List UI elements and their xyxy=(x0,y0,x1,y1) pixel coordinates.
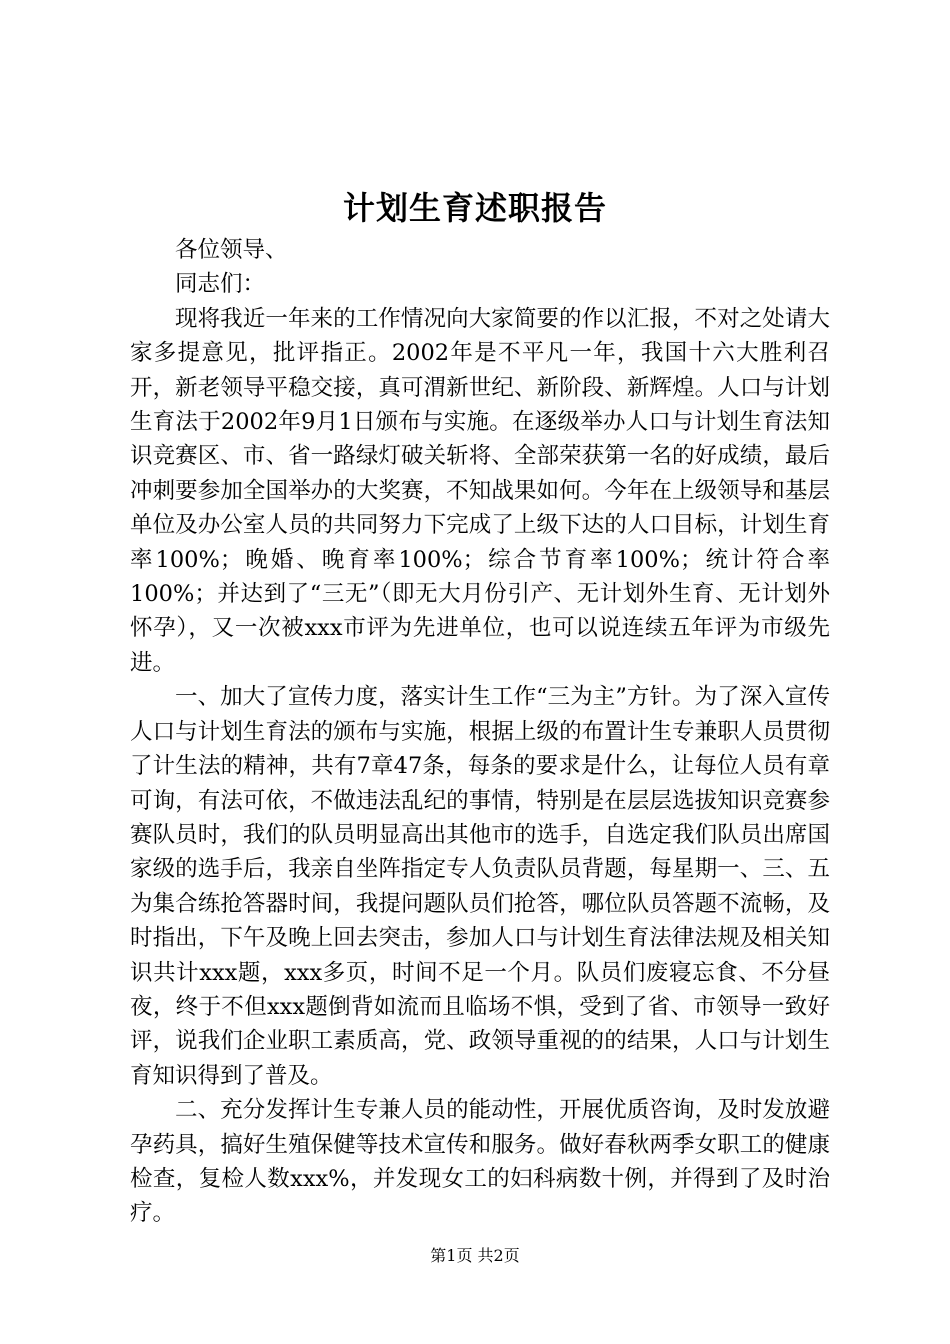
salutation-comrades: 同志们： xyxy=(175,271,266,298)
document-title: 计划生育述职报告 xyxy=(342,189,607,227)
salutation-leaders: 各位领导、 xyxy=(175,237,288,263)
page-footer: 第1页 共2页 xyxy=(430,1246,520,1265)
paragraph-publicity: 一、加大了宣传力度，落实计生工作“三为主”方针。为了深入宣传人口与计划生育法的颁布与实施，根据上级的布置计生专兼职人员贯彻了计生法的精神，共有7章47条，每条的要求是什么，让每位人员有章可询，有法可依，不做违法乱纪的事情，特别是在层层选拔知识竞赛参赛队员时，我们的队员明显高出其他市的选手，自选定我们队员出席国家级的选手后，我亲自坐阵指定专人负责队员背题，每星期一、三、五为集合练抢答器时间，我提问题队员们抢答，哪位队员答题不流畅，及时指出，下午及晚上回去突击，参加人口与计划生育法律法规及相关知识共计xxx题，xxx多页，时间不足一个月。队员们废寝忘食、不分昼夜，终于不但xxx题倒背如流而且临场不惧，受到了省、市领导一致好评，说我们企业职工素质高，党、政领导重视的的结果，人口与计划生育知识得到了普及。 xyxy=(130,684,830,1089)
paragraph-consulting: 二、充分发挥计生专兼人员的能动性，开展优质咨询，及时发放避孕药具，搞好生殖保健等技术宣传和服务。做好春秋两季女职工的健康检查，复检人数xxx%，并发现女工的妇科病数十例，并得到了及时治疗。 xyxy=(130,1097,830,1227)
paragraph-intro: 现将我近一年来的工作情况向大家简要的作以汇报，不对之处请大家多提意见，批评指正。2002年是不平凡一年，我国十六大胜利召开，新老领导平稳交接，真可渭新世纪、新阶段、新辉煌。人口与计划生育法于2002年9月1日颁布与实施。在逐级举办人口与计划生育法知识竞赛区、市、省一路绿灯破关斩将、全部荣获第一名的好成绩，最后冲刺要参加全国举办的大奖赛，不知战果如何。今年在上级领导和基层单位及办公室人员的共同努力下完成了上级下达的人口目标，计划生育率100%；晚婚、晚育率100%；综合节育率100%；统计符合率100%；并达到了“三无”（即无大月份引产、无计划外生育、无计划外怀孕），又一次被xxx市评为先进单位，也可以说连续五年评为市级先进。 xyxy=(130,305,830,676)
document-body xyxy=(130,233,830,1231)
